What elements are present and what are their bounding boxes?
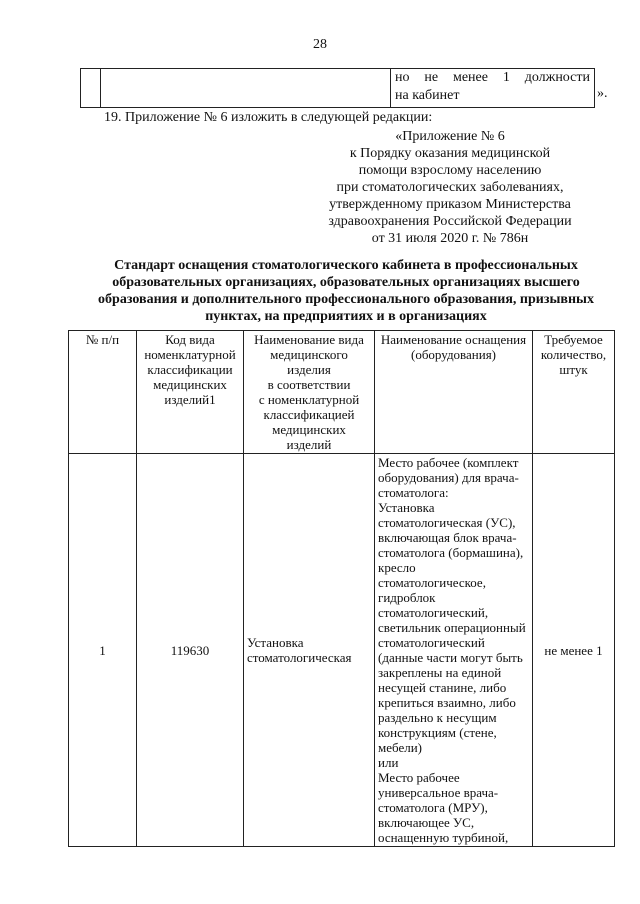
page-number: 28 [313, 37, 327, 52]
header-device-type [244, 331, 375, 454]
cell-line: Установка [247, 635, 304, 650]
header-line: количество, [540, 347, 607, 362]
title-line: образования и дополнительного профессионального образования, призывных [98, 292, 594, 307]
cell-line: стоматолога (МРУ), [378, 800, 488, 815]
cell-quantity: не менее 1 [533, 454, 615, 847]
cell-line: стоматологическая (УС), [378, 515, 516, 530]
header-line: № п/п [85, 332, 120, 347]
header-line: в соответствии [267, 377, 351, 392]
cell-line: крепиться взаимно, либо [378, 695, 516, 710]
header-line: медицинских [153, 377, 227, 392]
header-line: Код вида [165, 332, 215, 347]
cell-line: (данные части могут быть [378, 650, 523, 665]
cell-line: Место рабочее (комплект [378, 455, 519, 470]
header-line: классификации [147, 362, 233, 377]
title-line: образовательных организациях, образовательных организациях высшего [112, 275, 580, 290]
cell-line: стоматолога (бормашина), [378, 545, 524, 560]
appendix-line: здравоохранения Российской Федерации [328, 214, 572, 229]
header-line: изделия [287, 362, 331, 377]
justified-line [395, 69, 590, 87]
appendix-line: утвержденному приказом Министерства [329, 197, 571, 212]
cell-code: 119630 [137, 454, 244, 847]
word: не [424, 70, 439, 85]
appendix-line: к Порядку оказания медицинской [349, 146, 551, 161]
header-line: номенклатурной [144, 347, 236, 362]
table-header-row [69, 331, 615, 454]
header-line: изделий1 [164, 392, 216, 407]
cell-equipment [375, 454, 533, 847]
table-cell [81, 69, 101, 108]
cell-line: светильник операционный [378, 620, 526, 635]
appendix-line: от 31 июля 2020 г. № 786н [371, 231, 529, 246]
table-cell-text [391, 69, 595, 108]
item-19-text: 19. Приложение № 6 изложить в следующей редакции: [104, 110, 433, 125]
cell-device-type [244, 454, 375, 847]
equipment-standard-table [68, 330, 615, 847]
header-line: медицинских [272, 422, 346, 437]
header-line: Наименование вида [254, 332, 364, 347]
header-line: (оборудования) [410, 347, 497, 362]
cell-line: кресло [378, 560, 416, 575]
cell-line: мебели) [378, 740, 422, 755]
appendix-header [290, 128, 610, 247]
table-row [69, 454, 615, 847]
appendix-line: при стоматологических заболеваниях, [336, 180, 564, 195]
header-number [69, 331, 137, 454]
header-line: штук [559, 362, 588, 377]
cell-line: стоматологический [378, 635, 485, 650]
cell-line: или [378, 755, 399, 770]
header-code [137, 331, 244, 454]
appendix-line: помощи взрослому населению [358, 163, 542, 178]
cell-line: стоматологический, [378, 605, 489, 620]
title-line: Стандарт оснащения стоматологического кабинета в профессиональных [114, 258, 578, 273]
previous-table-fragment [80, 68, 595, 108]
cell-line: стоматолога: [378, 485, 449, 500]
cell-number: 1 [69, 454, 137, 847]
header-quantity [533, 331, 615, 454]
cell-line: на кабинет [395, 88, 460, 103]
header-line: изделий [286, 437, 332, 452]
cell-line: несущей станине, либо [378, 680, 507, 695]
word: но [395, 70, 410, 85]
cell-line: Установка [378, 500, 435, 515]
title-line: пунктах, на предприятиях и в организациях [205, 309, 487, 324]
header-line: классификацией [263, 407, 355, 422]
closing-quote: ». [597, 86, 608, 101]
cell-line: Место рабочее [378, 770, 460, 785]
cell-line: универсальное врача- [378, 785, 499, 800]
cell-line: гидроблок [378, 590, 436, 605]
cell-line: раздельно к несущим [378, 710, 497, 725]
cell-line: конструкциям (стене, [378, 725, 497, 740]
word: должности [524, 70, 590, 85]
word: менее [452, 70, 488, 85]
cell-line: оборудования) для врача- [378, 470, 519, 485]
table-cell [101, 69, 391, 108]
cell-line: оснащенную турбиной, [378, 830, 509, 845]
cell-line: стоматологическое, [378, 575, 486, 590]
cell-line: стоматологическая [247, 650, 352, 665]
cell-line: закреплены на единой [378, 665, 502, 680]
header-equipment [375, 331, 533, 454]
word: 1 [502, 70, 510, 85]
standard-title [76, 257, 616, 325]
cell-line: включающая блок врача- [378, 530, 517, 545]
appendix-line: «Приложение № 6 [395, 129, 505, 144]
header-line: медицинского [270, 347, 348, 362]
header-line: Наименование оснащения [380, 332, 527, 347]
header-line: Требуемое [544, 332, 603, 347]
cell-line: включающее УС, [378, 815, 475, 830]
header-line: с номенклатурной [258, 392, 360, 407]
